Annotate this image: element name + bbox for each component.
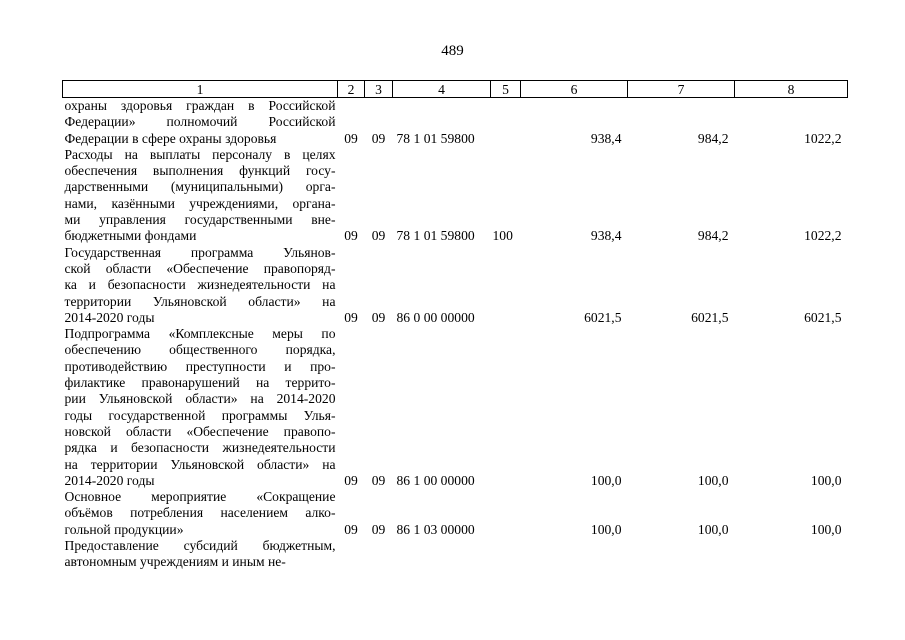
subsection-code <box>365 538 393 571</box>
section-code: 09 <box>344 309 358 325</box>
amount-year-2: 984,2 <box>697 228 729 244</box>
table-row <box>63 538 848 571</box>
description-line: 2014-2020 годы <box>64 472 155 488</box>
row-description <box>63 147 338 245</box>
amount-year-1: 938,4 <box>590 130 622 146</box>
amount-year-3: 100,0 <box>810 521 842 537</box>
amount-year-2: 984,2 <box>697 130 729 146</box>
subsection-code: 09 <box>371 309 386 325</box>
expense-type-code <box>491 538 521 571</box>
amount-year-3: 1022,2 <box>804 130 842 146</box>
amount-year-1: 100,0 <box>590 472 622 488</box>
description-line: обеспечению общественного порядка, <box>64 342 336 358</box>
column-header-3: 3 <box>365 81 393 98</box>
amount-year-2: 100,0 <box>697 521 729 537</box>
description-line: гольной продукции» <box>64 521 184 537</box>
description-line: рядка и безопасности жизнедеятельности <box>64 440 336 456</box>
section-code <box>338 538 365 571</box>
description-line: охраны здоровья граждан в Российской <box>64 98 336 113</box>
table-row <box>63 98 848 147</box>
amount-year-1: 6021,5 <box>584 309 622 325</box>
description-line: обеспечения выполнения функций госу- <box>64 163 336 179</box>
column-number-row <box>63 81 848 98</box>
expense-type-code: 100 <box>492 228 513 244</box>
amount-year-1: 938,4 <box>590 228 622 244</box>
amount-year-1 <box>521 538 628 571</box>
description-line: автономным учреждениям и иным не- <box>64 554 286 570</box>
expense-type-code <box>491 326 521 489</box>
target-article-code: 86 0 00 00000 <box>396 309 475 325</box>
expense-type-code <box>491 98 521 147</box>
description-line: Федерации» полномочий Российской <box>64 114 336 130</box>
description-line: территории Ульяновской области» на <box>64 293 336 309</box>
description-line: на территории Ульяновской области» на <box>64 456 336 472</box>
section-code: 09 <box>344 130 358 146</box>
section-code: 09 <box>344 472 358 488</box>
description-line: дарственными (муниципальными) орга- <box>64 179 336 195</box>
row-description <box>63 245 338 326</box>
description-line: Государственная программа Ульянов- <box>64 244 336 260</box>
description-line: ка и безопасности жизнедеятельности на <box>64 277 336 293</box>
description-line: Основное мероприятие «Сокращение <box>64 489 336 505</box>
description-line: Расходы на выплаты персоналу в целях <box>64 146 336 162</box>
amount-year-3: 100,0 <box>810 472 842 488</box>
description-line: новской области «Обеспечение правопо- <box>64 423 336 439</box>
amount-year-2: 6021,5 <box>691 309 729 325</box>
column-header-1: 1 <box>63 81 338 98</box>
subsection-code: 09 <box>371 130 386 146</box>
table-row <box>63 326 848 489</box>
amount-year-2: 100,0 <box>697 472 729 488</box>
table-row <box>63 489 848 538</box>
row-description <box>63 489 338 538</box>
target-article-code: 86 1 00 00000 <box>396 472 475 488</box>
budget-table <box>62 80 848 571</box>
description-line: бюджетными фондами <box>64 228 197 244</box>
amount-year-3: 1022,2 <box>804 228 842 244</box>
description-line: годы государственной программы Улья- <box>64 407 336 423</box>
description-line: ми управления государственными вне- <box>64 212 336 228</box>
target-article-code <box>393 538 491 571</box>
row-description <box>63 538 338 571</box>
page-number: 489 <box>441 43 464 59</box>
table-row <box>63 147 848 245</box>
budget-table-body <box>63 98 848 571</box>
column-header-6: 6 <box>521 81 628 98</box>
row-description <box>63 326 338 489</box>
amount-year-3: 6021,5 <box>804 309 842 325</box>
description-line: Федерации в сфере охраны здоровья <box>64 130 277 146</box>
subsection-code: 09 <box>371 472 386 488</box>
amount-year-2 <box>628 538 735 571</box>
column-header-7: 7 <box>628 81 735 98</box>
row-description <box>63 98 338 147</box>
expense-type-code <box>491 489 521 538</box>
target-article-code: 86 1 03 00000 <box>396 521 475 537</box>
description-line: противодействию преступности и про- <box>64 358 336 374</box>
description-line: ской области «Обеспечение правопоряд- <box>64 260 336 276</box>
column-header-2: 2 <box>338 81 365 98</box>
description-line: Предоставление субсидий бюджетным, <box>64 538 336 554</box>
description-line: объёмов потребления населением алко- <box>64 505 336 521</box>
column-header-8: 8 <box>735 81 848 98</box>
subsection-code: 09 <box>371 228 386 244</box>
column-header-4: 4 <box>393 81 491 98</box>
section-code: 09 <box>344 228 358 244</box>
table-row <box>63 245 848 326</box>
amount-year-1: 100,0 <box>590 521 622 537</box>
target-article-code: 78 1 01 59800 <box>396 130 475 146</box>
description-line: филактике правонарушений на террито- <box>64 375 336 391</box>
column-header-5: 5 <box>491 81 521 98</box>
description-line: 2014-2020 годы <box>64 309 155 325</box>
expense-type-code <box>491 245 521 326</box>
description-line: Подпрограмма «Комплексные меры по <box>64 326 336 342</box>
description-line: рии Ульяновской области» на 2014-2020 <box>64 391 336 407</box>
target-article-code: 78 1 01 59800 <box>396 228 475 244</box>
subsection-code: 09 <box>371 521 386 537</box>
description-line: нами, казёнными учреждениями, органа- <box>64 195 336 211</box>
amount-year-3 <box>735 538 848 571</box>
section-code: 09 <box>344 521 358 537</box>
